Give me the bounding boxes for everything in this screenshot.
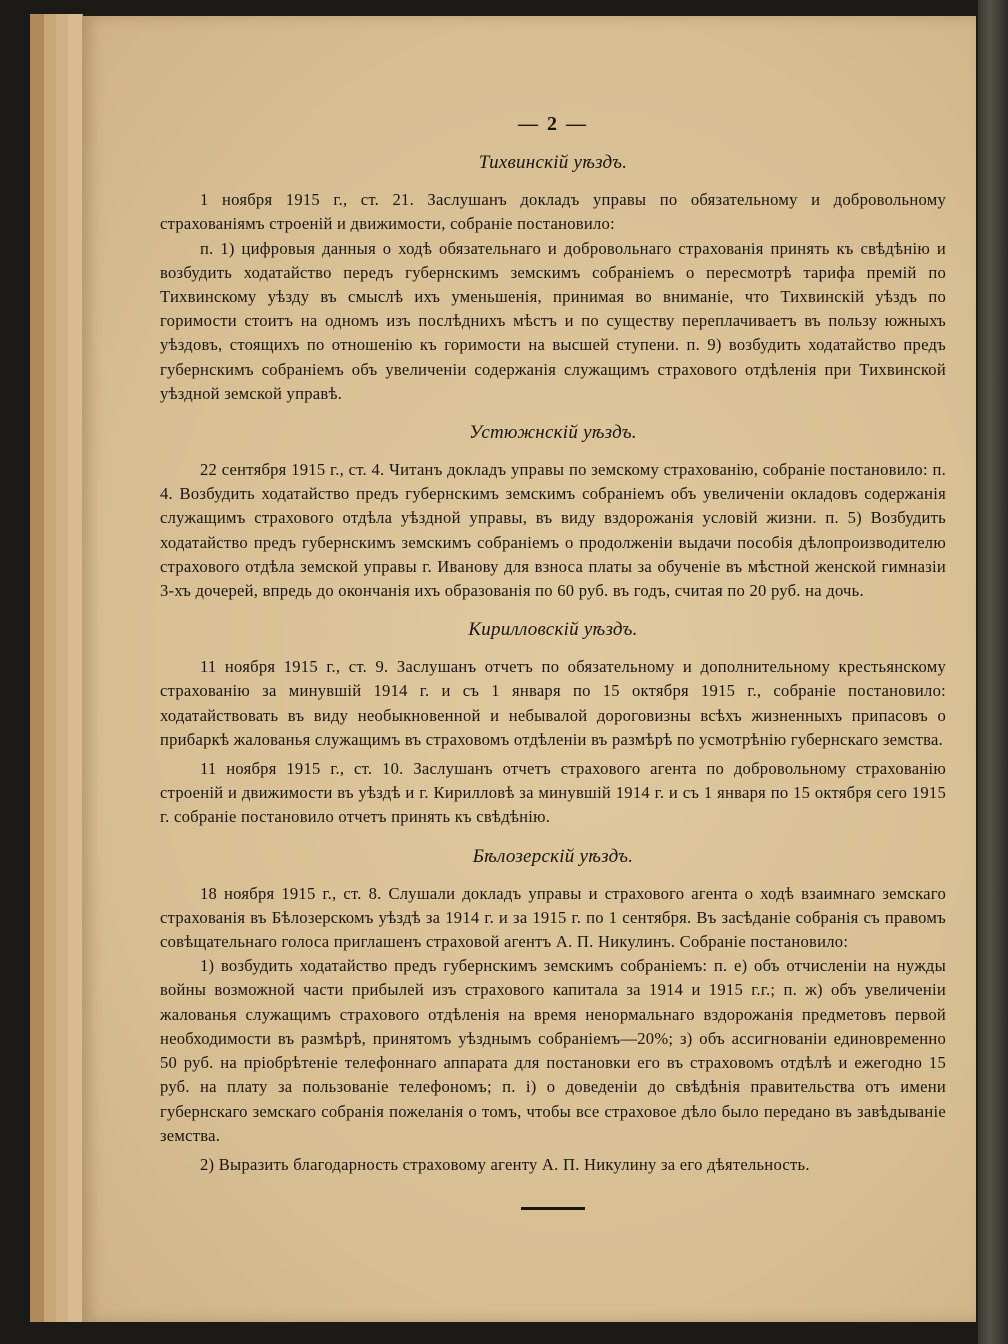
page-content <box>160 112 946 1210</box>
section-heading: Тихвинскій уѣздъ. <box>478 152 628 174</box>
paragraph: 1) возбудить ходатайство предъ губернскимъ земскимъ собраніемъ: п. е) объ отчисленіи на нужды войны возможной части прибылей изъ страхового капитала за 1914 и 1915 г.г.; п. ж) объ увеличеніи жалованья служащимъ страхового отдѣленія на время ненормальнаго вздорожанія предметовъ первой необходимости въ размѣрѣ, принятомъ уѣзднымъ собраніемъ—20%; з) объ ассигнованіи единовременно 50 руб. на пріобрѣтеніе телефоннаго аппарата для постановки его въ страховомъ отдѣлѣ и ежегодно 15 руб. на плату за пользованіе телефономъ; п. і) о доведеніи до свѣдѣнія правительства отъ имени губернскаго земскаго собранія пожеланія о томъ, чтобы все страховое дѣло было передано въ завѣдываніе земства. <box>160 956 946 1145</box>
section-kirillov <box>160 617 946 829</box>
paragraph: п. 1) цифровыя данныя о ходѣ обязательнаго и добровольнаго страхованія принять къ свѣдѣнію и возбудить ходатайство передъ губернскимъ земскимъ собраніемъ о пересмотрѣ тарифа премій по Тихвинскому уѣзду въ смыслѣ ихъ уменьшенія, принимая во вниманіе, что Тихвинскій уѣздъ по горимости стоитъ на одномъ изъ послѣднихъ мѣстъ и по существу переплачиваетъ въ пользу южныхъ уѣздовъ, стоящихъ по отношенію къ горимости на высшей ступени. п. 9) возбудить ходатайство предъ губернскимъ собраніемъ объ увеличеніи содержанія служащимъ страхового отдѣленія при Тихвинской уѣздной земской управѣ. <box>160 238 946 403</box>
paragraph: 11 ноября 1915 г., ст. 9. Заслушанъ отчетъ по обязательному и дополнительному крестьянскому страхованію за минувшій 1914 г. и съ 1 января по 15 октября 1915 г., собраніе постановило: ходатайствовать въ виду необыкновенной и небывалой дороговизны всѣхъ жизненныхъ припасовъ о прибаркѣ жалованья служащимъ въ страховомъ отдѣленіи въ размѣрѣ по усмотрѣнію губернскаго земства. <box>160 657 946 749</box>
paragraph: 2) Выразить благодарность страховому агенту А. П. Никулину за его дѣятельность. <box>200 1154 810 1174</box>
paragraph: 11 ноября 1915 г., ст. 10. Заслушанъ отчетъ страхового агента по добровольному страхованію строеній и движимости въ уѣздѣ и г. Кирилловѣ за минувшій 1914 г. и съ 1 января по 15 октября сего 1915 г. собраніе постановило отчетъ принять къ свѣдѣнію. <box>160 759 946 827</box>
page-number: — 2 — <box>518 113 588 135</box>
section-heading: Кирилловскій уѣздъ. <box>468 619 638 641</box>
document-page <box>82 16 976 1322</box>
paragraph: 22 сентября 1915 г., ст. 4. Читанъ докладъ управы по земскому страхованію, собраніе постановило: п. 4. Возбудить ходатайство предъ губернскимъ земскимъ собраніемъ объ увеличеніи окладовъ содержанія служащимъ страхового отдѣла уѣздной управы, въ виду вздорожанія условій жизни. п. 5) Возбудить ходатайство предъ губернскимъ земскимъ собраніемъ о продолженіи выдачи пособія дѣлопроизводителю страхового отдѣла земской управы г. Иванову для взноса платы за обученіе въ мѣстной женской гимназіи 3-хъ дочерей, впредь до окончанія ихъ образованія по 60 руб. въ годъ, считая по 20 руб. на дочь. <box>160 460 946 601</box>
section-heading: Бѣлозерскій уѣздъ. <box>472 845 634 867</box>
section-ustyuzhna <box>160 420 946 603</box>
paragraph: 1 ноября 1915 г., ст. 21. Заслушанъ докладъ управы по обязательному и добровольному страхованіямъ строеній и движимости, собраніе постановило: <box>160 190 946 234</box>
page-edge <box>68 14 83 1322</box>
section-heading: Устюжнскій уѣздъ. <box>469 422 637 444</box>
page-edge <box>30 14 45 1322</box>
paragraph: 18 ноября 1915 г., ст. 8. Слушали докладъ управы и страхового агента о ходѣ взаимнаго земскаго страхованія въ Бѣлозерскомъ уѣздѣ за 1914 г. и за 1915 г. по 1 сентября. Въ засѣданіе собранія съ правомъ совѣщательнаго голоса приглашенъ страховой агентъ А. П. Никулинъ. Собраніе постановило: <box>160 883 946 952</box>
section-tikhvin <box>160 150 946 406</box>
book-binding <box>978 0 1008 1344</box>
end-rule <box>521 1207 585 1210</box>
section-belozersk <box>160 844 946 1177</box>
